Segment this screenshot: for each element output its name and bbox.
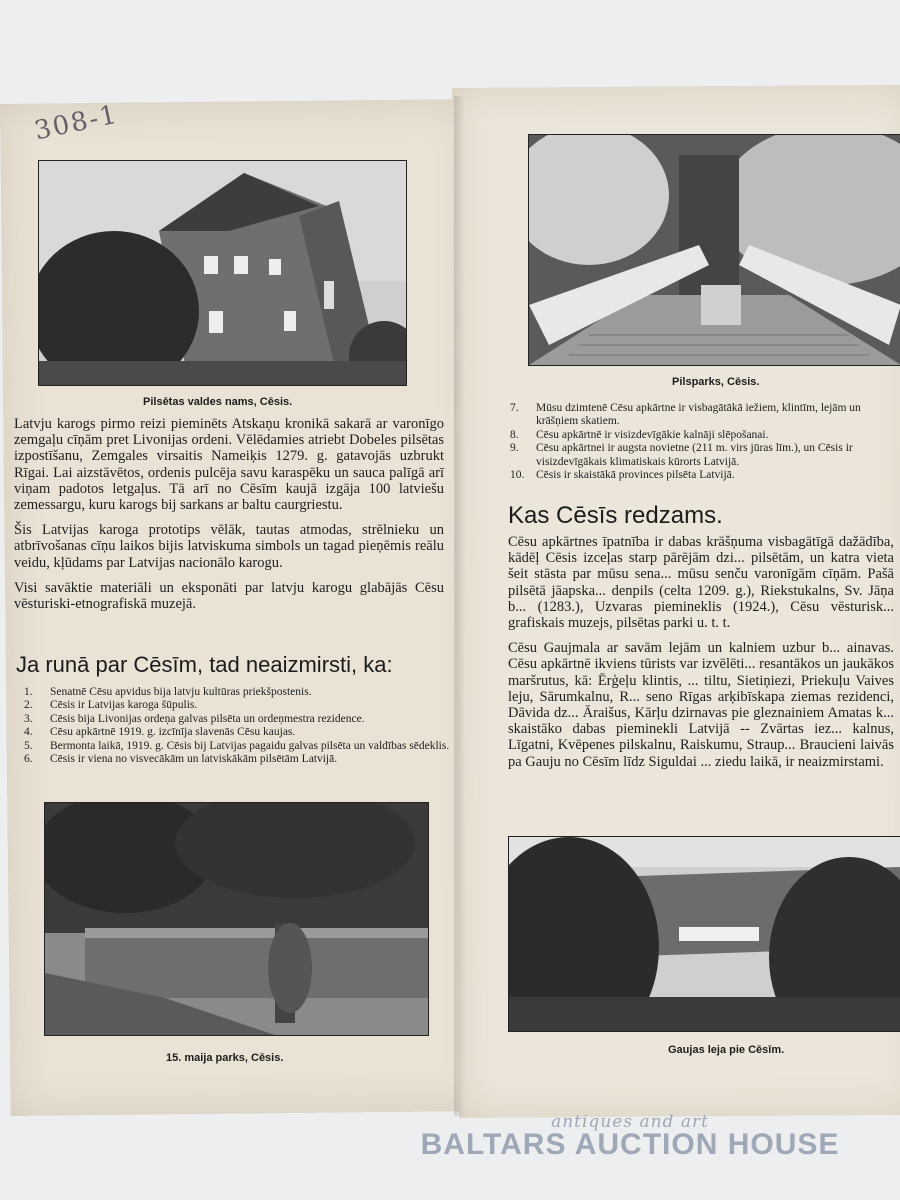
caption-castle-park: Pilsparks, Cēsis. xyxy=(672,376,760,388)
intro-paragraph-3: Visi savāktie materiāli un eksponāti par latvju karogu glabājās Cēsu vēsturiski-etnografiskā muzejā. xyxy=(14,579,444,613)
facts-list-left xyxy=(24,686,450,766)
photo-castle-park xyxy=(528,134,900,366)
sights-paragraph-1: Cēsu apkārtnes īpatnība ir dabas krāšņuma visbagātīgā dažādība, kādēļ Cēsis izceļas starp pārējām dzi... pilsētām, un katra vieta šeit stāsta par mūsu sena... mūsu senču varonīgām cīņām. Pašā pilsētā jāapska... denpils (celta 1209. g.), Riekstukalns, Sv. Jāņa b... (1283.), Uzvaras piemineklis (1924.), Cēsu vēsturisk... grafiskais muzejs, pilsētas parki u. t. t. xyxy=(508,534,894,632)
caption-gauja-valley: Gaujas leja pie Cēsīm. xyxy=(668,1044,785,1056)
heading-dont-forget: Ja runā par Cēsīm, tad neaizmirsti, ka: xyxy=(16,652,393,677)
page-fold xyxy=(454,96,470,1116)
list-item: 6. Cēsis ir viena no visvecākām un latviskākām pilsētām Latvijā. xyxy=(24,753,338,766)
watermark-brand: BALTARS AUCTION HOUSE xyxy=(420,1128,840,1161)
facts-list-right xyxy=(510,402,896,482)
list-item: 1. Senatnē Cēsu apvidus bija latvju kultūras priekšpostenis. xyxy=(24,686,312,698)
sights-paragraph-2: Cēsu Gaujmala ar savām lejām un kalniem uzbur b... ainavas. Cēsu apkārtnē ikviens tūrists var izvēlēti... resantākos un jaukākos maršrutus, kā: Ērģeļu klintis, ... tiltu, Sietiņiezi, Priekuļu Vaives leju, Sārumkalnu, R... seno Rīgas arķibīskapa ziemas rezidenci, Dāvida dz... Āraišus, Kārļu dzirnavas pie gleznainiem Amatas k... skaistāko dabas pieminekli Latvijā -- Zvārtas iez... kalnus, Līgatni, Kvēpenes pilskalnu, Raiskumu, Straup... Braucieni laivās pa Gauju no Cēsīm līdz Siguldai ... ziedu laikā, ir neaizmirstami. xyxy=(508,640,894,770)
watermark xyxy=(420,1112,840,1162)
pencil-note: 308-1 xyxy=(31,99,122,147)
list-item: 3. Cēsis bija Livonijas ordeņa galvas pilsēta un ordeņmestra rezidence. xyxy=(24,712,365,725)
list-item: 5. Bermonta laikā, 1919. g. Cēsis bij Latvijas pagaidu galvas pilsēta un valdības sēdeklis. xyxy=(24,739,450,752)
list-item: 7. Mūsu dzimtenē Cēsu apkārtne ir visbagātākā iežiem, klintīm, lejām un krāšņiem skatiem. xyxy=(510,402,861,428)
heading-what-to-see: Kas Cēsīs redzams. xyxy=(508,502,723,529)
list-item: 9. Cēsu apkārtnei ir augsta novietne (211 m. virs jūras līm.), un Cēsis ir visizdevīgākais klimatiskais kūrorts Latvijā. xyxy=(510,442,853,468)
sights-text xyxy=(508,534,894,822)
intro-paragraph-1: Latvju karogs pirmo reizi pieminēts Atskaņu kronikā sakarā ar varonīgo zemgaļu cīņām pret Livonijas ordeni. Vēlēdamies atriebt Dobeles pilsētas izpostīšanu, Zemgales virsaitis Nameiķis 1279. g. gatavojās uzbrukt Rīgai. Lai aizstāvētos, ordenis pulcēja savu karaspēku un sauca palīgā arī viņam padotos letgaļus. Tā arī no Cēsīm kaujā izgāja 100 latviešu zemessargu, kuru karogs bij sarkans ar baltu caurgriestu. xyxy=(14,416,444,514)
watermark-tagline: antiques and art xyxy=(551,1112,709,1132)
caption-town-hall: Pilsētas valdes nams, Cēsis. xyxy=(143,396,293,408)
photo-may-park xyxy=(44,802,429,1036)
photo-gauja-valley xyxy=(508,836,900,1032)
list-item: 4. Cēsu apkārtnē 1919. g. izcīnīja slavenās Cēsu kaujas. xyxy=(24,726,296,739)
photo-town-hall xyxy=(38,160,407,386)
intro-text xyxy=(14,416,444,621)
list-item: 10. Cēsis ir skaistākā provinces pilsēta Latvijā. xyxy=(510,469,735,482)
list-item: 8. Cēsu apkārtnē ir visizdevīgākie kalnāji slēpošanai. xyxy=(510,428,769,441)
caption-may-park: 15. maija parks, Cēsis. xyxy=(166,1052,284,1064)
intro-paragraph-2: Šis Latvijas karoga prototips vēlāk, tautas atmodas, strēlnieku un atbrīvošanas cīņu laikos bijis latviskuma simbols un tagad pieņēmis reālu veidu, kļūdams par Latvijas nacionālo karogu. xyxy=(14,522,444,571)
list-item: 2. Cēsis ir Latvijas karoga šūpulis. xyxy=(24,699,198,712)
